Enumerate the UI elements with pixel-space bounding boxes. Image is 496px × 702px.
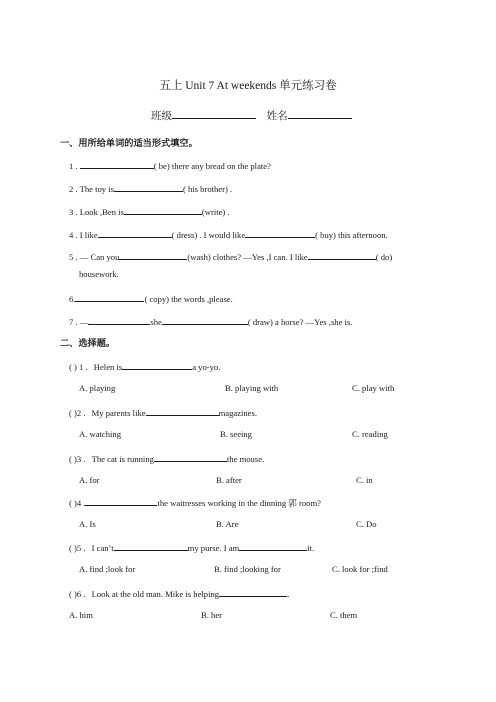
answer-blank[interactable]: [114, 182, 183, 192]
name-blank[interactable]: [288, 109, 352, 119]
s1-question-5: [69, 250, 392, 263]
answer-blank[interactable]: [119, 250, 187, 260]
q-text: my purse. I am: [187, 543, 240, 553]
answer-blank[interactable]: [239, 541, 307, 551]
class-name-row: [151, 109, 352, 122]
q-text: 2 . The toy is: [69, 184, 114, 194]
answer-blank[interactable]: [85, 496, 157, 506]
q-number: ( )2 .: [69, 408, 86, 418]
q-text: 4 . I like: [69, 230, 98, 240]
section1-heading: 一、用所给单词的适当形式填空。: [60, 138, 198, 149]
option-c[interactable]: C. reading: [352, 429, 388, 439]
option-b[interactable]: B. find ;looking for: [214, 564, 281, 574]
option-a[interactable]: A. Is: [79, 519, 96, 529]
q-number: 1 .: [69, 161, 78, 171]
s1-question-2: [69, 182, 232, 195]
option-c[interactable]: C. in: [356, 475, 373, 485]
s1-question-7: [69, 315, 352, 328]
answer-blank[interactable]: [124, 205, 202, 215]
s2-question-6: [69, 587, 289, 600]
answer-blank[interactable]: [146, 406, 219, 416]
option-a[interactable]: A. watching: [79, 429, 122, 439]
s1-question-3: [69, 205, 230, 218]
option-b[interactable]: B. after: [216, 475, 242, 485]
q-text: My parents like: [91, 408, 146, 418]
q-text: ( draw) a horse? —Yes ,she is.: [247, 317, 353, 327]
name-label: 姓名: [266, 111, 288, 122]
class-label: 班级: [151, 111, 172, 122]
q-text: ( be) there any bread on the plate?: [153, 161, 271, 171]
s2-question-3: [69, 452, 264, 465]
s2-question-2: [69, 406, 257, 419]
answer-blank[interactable]: [114, 541, 188, 551]
answer-blank[interactable]: [88, 315, 150, 325]
answer-blank[interactable]: [122, 360, 192, 370]
answer-blank[interactable]: [219, 587, 290, 599]
page-title: 五上 Unit 7 At weekends 单元练习卷: [159, 80, 337, 92]
answer-blank[interactable]: [80, 159, 154, 169]
option-b[interactable]: B. seeing: [220, 429, 252, 439]
q-number: ( )5 .: [69, 543, 86, 553]
q-text: I can’t: [91, 543, 114, 553]
s1-question-1: [69, 159, 271, 172]
q-number: ( ) 1 .: [69, 362, 88, 372]
q-text: the waitresses working in the dinning 郭 room?: [157, 498, 321, 508]
q-text: Helen is: [93, 362, 123, 372]
q-number: ( )6 .: [69, 589, 86, 599]
q-text: magazines.: [218, 408, 257, 418]
q-text: ( do): [375, 252, 393, 262]
option-b[interactable]: B. playing with: [225, 383, 279, 393]
section2-heading: 二、选择题。: [60, 338, 116, 349]
q-text: she: [150, 317, 162, 327]
option-b[interactable]: B. her: [201, 610, 223, 620]
q-text: 5 . — Can you: [69, 252, 120, 262]
q-number: ( )4 .: [69, 498, 86, 508]
q-text: 3 . Look ,Ben is: [69, 207, 124, 217]
s2-question-4: [69, 496, 321, 509]
q-text: (wash) clothes? —Yes ,I can. I like: [187, 252, 308, 262]
q-number: ( )3 .: [69, 454, 86, 464]
answer-blank[interactable]: [308, 250, 376, 260]
q-text: ( his brother) .: [182, 184, 233, 194]
option-b[interactable]: B. Are: [216, 519, 239, 529]
q-text: 6.: [69, 294, 76, 304]
option-a[interactable]: A. playing: [79, 383, 116, 393]
option-a[interactable]: A. for: [79, 475, 100, 485]
answer-blank[interactable]: [245, 228, 315, 238]
q-text: ( copy) the words ,please.: [144, 294, 233, 304]
answer-blank[interactable]: [75, 292, 144, 302]
q-text: .: [287, 589, 290, 599]
q-text: ( buy) this afternoon.: [315, 230, 388, 240]
q-text: it.: [307, 543, 315, 553]
s1-question-6: [69, 292, 233, 305]
answer-blank[interactable]: [162, 315, 248, 325]
option-c[interactable]: C. play with: [352, 383, 395, 393]
s1-question-4: [69, 228, 388, 241]
option-a[interactable]: A. find ;look for: [79, 564, 136, 574]
q-text: a yo-yo.: [192, 362, 221, 372]
q-text: the mouse.: [226, 454, 265, 464]
option-c[interactable]: C. them: [330, 610, 358, 620]
q-text: (write) .: [201, 207, 230, 217]
option-c[interactable]: C. Do: [356, 519, 377, 529]
s1-question-5-cont: housework.: [79, 269, 119, 279]
q-text: ( dress) . I would like: [171, 230, 246, 240]
option-c[interactable]: C. look for ;find: [332, 564, 388, 574]
option-a[interactable]: A. him: [69, 610, 93, 620]
s2-question-1: [69, 360, 220, 373]
q-text: 7 . —: [69, 317, 89, 327]
answer-blank[interactable]: [154, 452, 227, 462]
q-text: The cat is running: [91, 454, 154, 464]
class-blank[interactable]: [172, 109, 256, 119]
q-text: Look at the old man. Mike is helping: [91, 589, 220, 599]
answer-blank[interactable]: [98, 228, 172, 238]
s2-question-5: [69, 541, 314, 554]
